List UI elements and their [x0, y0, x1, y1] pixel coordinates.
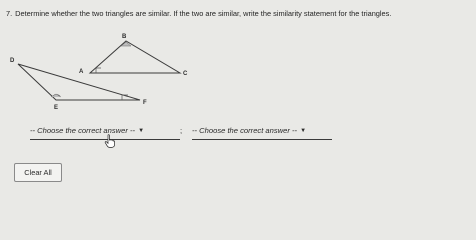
question-text: Determine whether the two triangles are similar. If the two are similar, write the similarity statement for the triangles. — [15, 9, 392, 18]
vertex-label-d: D — [10, 58, 15, 64]
answer-dropdown-2-label: -- Choose the correct answer -- — [192, 126, 298, 135]
vertex-label-b: B — [122, 34, 127, 40]
answer-dropdown-1-label: -- Choose the correct answer -- — [30, 126, 136, 135]
triangles-figure — [10, 30, 210, 110]
question-number: 7. — [6, 9, 13, 18]
answer-row — [30, 125, 350, 141]
dropdown-caret-icon: ▼ — [300, 128, 307, 134]
dropdown-caret-icon: ▼ — [138, 128, 145, 134]
vertex-label-e: E — [54, 105, 59, 111]
question-prompt — [6, 9, 391, 18]
vertex-label-c: C — [183, 71, 188, 77]
vertex-label-a: A — [79, 69, 84, 75]
answer-separator: ; — [180, 126, 183, 135]
triangles-diagram — [10, 30, 210, 110]
answer-dropdown-2[interactable] — [192, 125, 332, 140]
clear-all-button[interactable]: Clear All — [14, 163, 62, 182]
angle-mark-a — [96, 68, 101, 73]
triangle-abc — [90, 41, 180, 73]
vertex-label-f: F — [143, 100, 147, 106]
hand-pointer-icon — [104, 134, 116, 148]
